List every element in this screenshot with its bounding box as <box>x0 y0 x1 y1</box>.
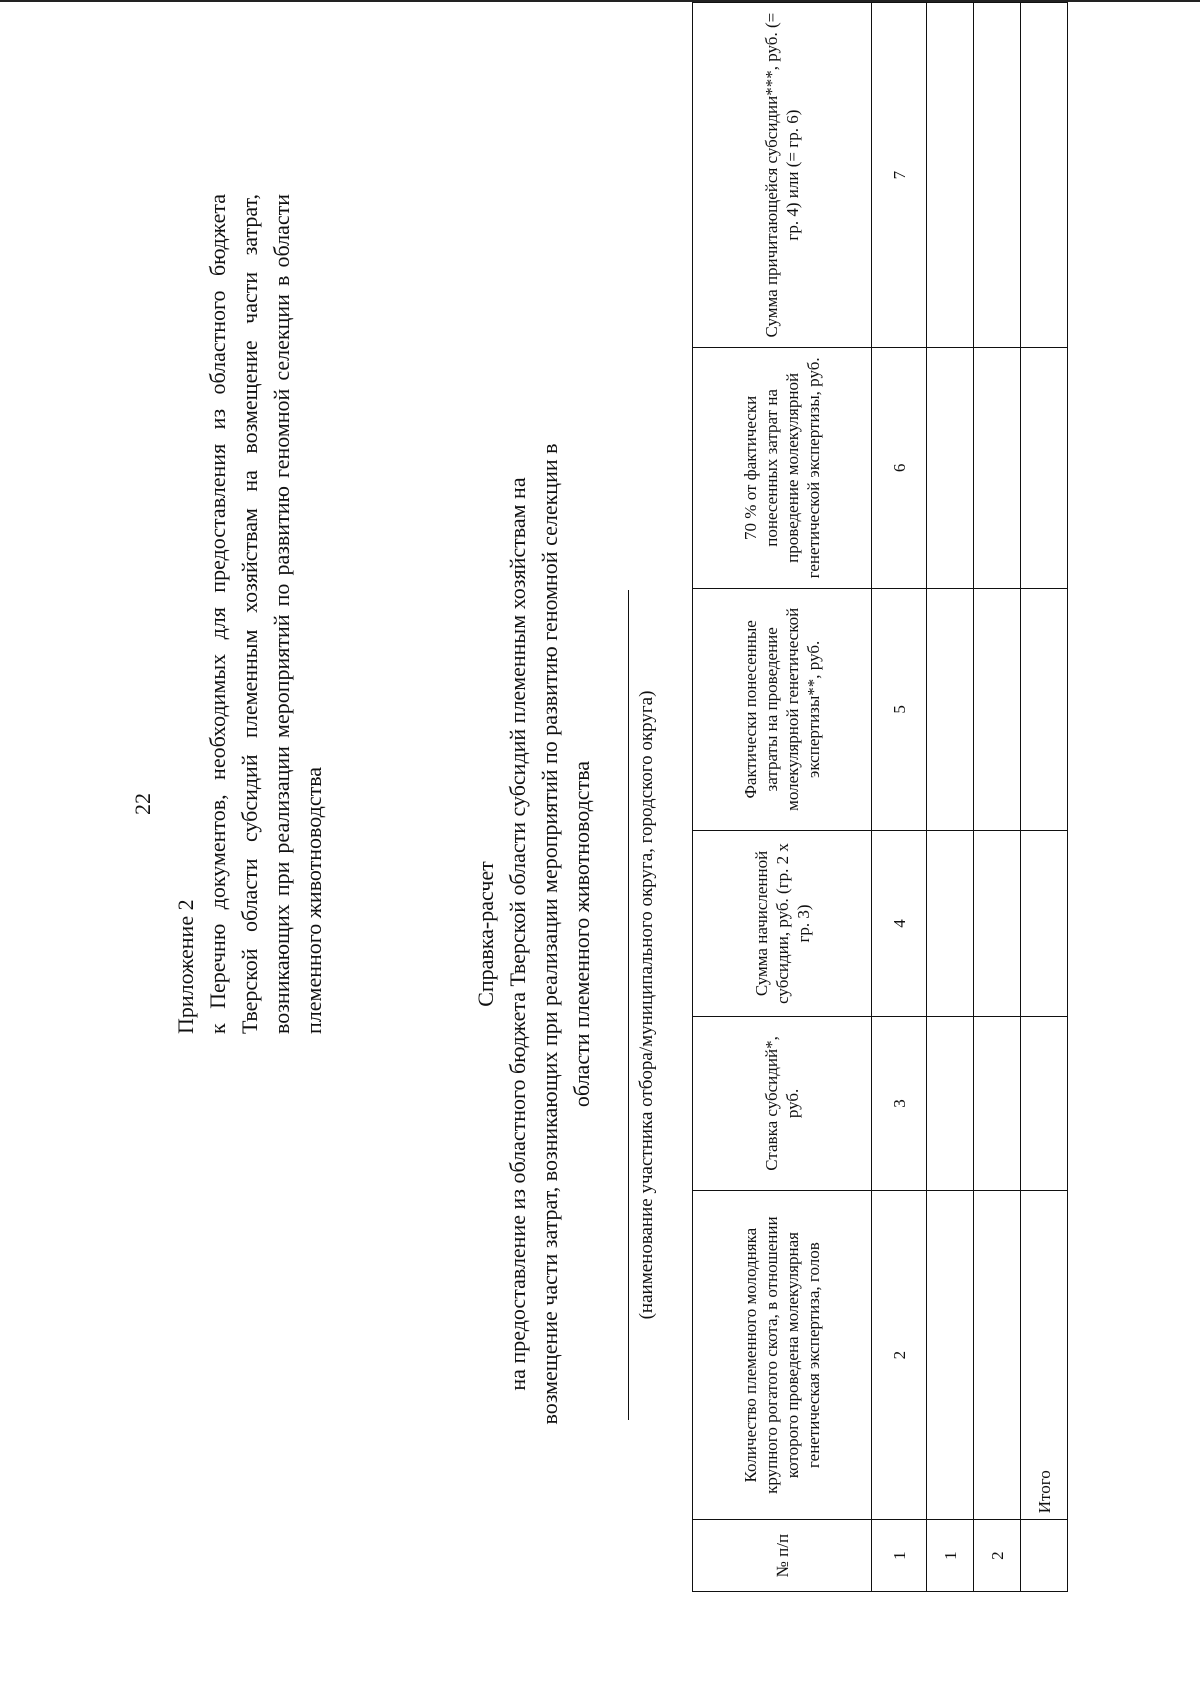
organization-name-line <box>628 590 629 1420</box>
column-number-cell: 2 <box>872 1191 927 1520</box>
column-number-row <box>872 3 927 1592</box>
table-cell <box>1021 1016 1068 1190</box>
table-cell: 2 <box>974 1520 1021 1592</box>
table-cell <box>1021 348 1068 588</box>
table-cell: 1 <box>927 1520 974 1592</box>
document-title: Справка-расчет <box>473 861 498 1007</box>
header-cell: 70 % от фактически понесенных затрат на проведение молекулярной генетической экспертизы, руб. <box>693 348 872 588</box>
header-cell: Сумма начисленной субсидии, руб. (гр. 2 х гр. 3) <box>693 831 872 1017</box>
table-cell <box>974 588 1021 831</box>
document-subtitle: на предоставление из областного бюджета Тверской области субсидий племенным хозяйствам на возмещение части затрат, возникающих при реализации мероприятий по развитию геномной селекции в области племенного животноводства <box>505 443 594 1425</box>
table-cell <box>927 1016 974 1190</box>
column-number-cell: 7 <box>872 3 927 348</box>
page-number: 22 <box>130 793 155 815</box>
table-row <box>974 3 1021 1592</box>
total-label: Итого <box>1021 1191 1068 1520</box>
table-cell <box>974 1016 1021 1190</box>
column-number-cell: 3 <box>872 1016 927 1190</box>
table-cell <box>927 831 974 1017</box>
table-cell <box>974 3 1021 348</box>
total-number-cell <box>1021 1520 1068 1592</box>
appendix-title: Приложение 2 <box>173 899 198 1034</box>
header-cell: Количество племенного молодняка крупного рогатого скота, в отношении которого проведена молекулярная генетическая экспертиза, голов <box>693 1191 872 1520</box>
header-cell: № п/п <box>693 1520 872 1592</box>
table-cell <box>974 348 1021 588</box>
column-number-cell: 4 <box>872 831 927 1017</box>
appendix-text: к Перечню документов, необходимых для предоставления из областного бюджета Тверской области субсидий племенным хозяйствам на возмещение части затрат, возникающих при реализации мероприятий по развитию геномной селекции в области племенного животноводства <box>205 194 326 1034</box>
header-cell: Фактически понесенные затраты на проведение молекулярной генетической экспертизы**, руб. <box>693 588 872 831</box>
header-cell: Сумма причитающейся субсидии***, руб. (= гр. 4) или (= гр. 6) <box>693 3 872 348</box>
document-heading <box>470 434 598 1434</box>
table-cell <box>974 831 1021 1017</box>
table-header-row <box>693 3 872 1592</box>
column-number-cell: 5 <box>872 588 927 831</box>
appendix-block <box>170 194 330 1034</box>
table-cell <box>927 3 974 348</box>
table-cell <box>1021 3 1068 348</box>
organization-caption: (наименование участника отбора/муниципального округа, городского округа) <box>636 690 657 1320</box>
table-cell <box>1021 588 1068 831</box>
total-row <box>1021 3 1068 1592</box>
header-cell: Ставка субсидий*, руб. <box>693 1016 872 1190</box>
column-number-cell: 1 <box>872 1520 927 1592</box>
table-cell <box>927 348 974 588</box>
column-number-cell: 6 <box>872 348 927 588</box>
table-row <box>927 3 974 1592</box>
table-cell <box>927 1191 974 1520</box>
table-cell <box>1021 831 1068 1017</box>
calculation-table <box>692 2 1068 1592</box>
table-cell <box>974 1191 1021 1520</box>
table-cell <box>927 588 974 831</box>
